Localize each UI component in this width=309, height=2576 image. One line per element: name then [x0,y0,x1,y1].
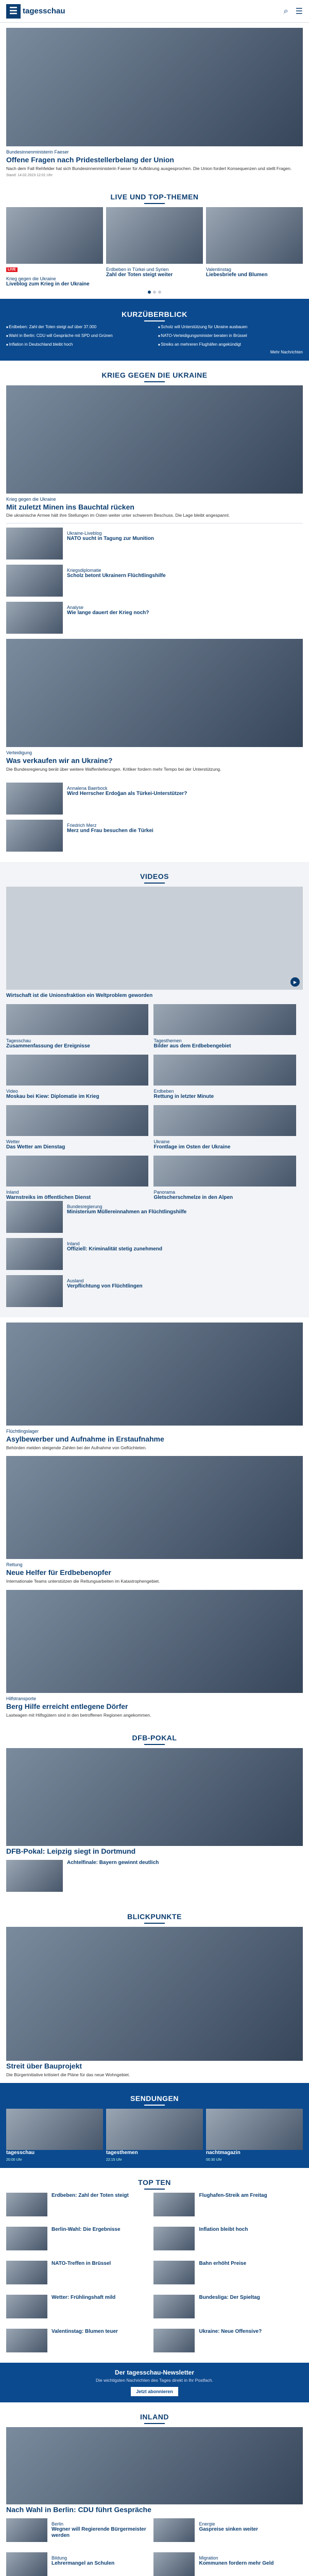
sendung-time: 00:30 Uhr [206,2158,222,2162]
list-thumb [6,1201,63,1233]
list-headline[interactable]: Lehrermangel an Schulen [52,2560,115,2566]
live-card-image [6,207,103,264]
list-topline: Migration [199,2555,218,2561]
story-topline: Flüchtlingslager [6,1429,39,1434]
list-item[interactable] [6,2552,148,2576]
list-thumb [6,2295,47,2318]
list-topline: Bundesregierung [67,1204,102,1210]
list-topline: Analyse [67,604,84,610]
list-headline[interactable]: Achtelfinale: Bayern gewinnt deutlich [67,1859,159,1866]
video-card[interactable] [6,1055,148,1100]
list-item[interactable] [153,2552,296,2576]
kurz-item[interactable]: ■ Inflation in Deutschland bleibt hoch [6,342,151,348]
sendungen-section [0,2083,309,2168]
topten-item[interactable] [6,2261,148,2284]
inland-lead-image [6,2427,303,2504]
list-thumb [6,2518,47,2542]
live-card[interactable] [6,207,103,287]
kurz-item[interactable]: ■ Streiks an mehreren Flughäfen angekündigt [158,342,303,348]
hero-text: Nach dem Fall Rehfelder hat sich Bundesinnenministerin Faeser für Aufklärung ausgesprochen. Die Union fordert Konsequenzen und stellt Fragen. [6,165,292,171]
video-card-headline[interactable]: Das Wetter am Dienstag [6,1144,65,1150]
list-headline[interactable]: Ministerium Müllereinnahmen an Flüchtlingshilfe [67,1209,187,1215]
story-image [6,1590,303,1693]
list-item[interactable] [6,1275,303,1307]
video-topline: Erdbeben [153,1089,174,1094]
live-section [0,182,309,299]
list-thumb [153,2261,195,2284]
dfb-image [6,1748,303,1846]
list-topline: Energie [199,2521,215,2527]
list-thumb [6,1860,63,1892]
list-headline[interactable]: Gaspreise sinken weiter [199,2526,258,2532]
list-thumb [6,1275,63,1307]
logo-mark: ☰ [6,4,21,19]
blickpunkte-title: BLICKPUNKTE [6,1907,303,1927]
story-headline[interactable]: Berg Hilfe erreicht entlegene Dörfer [6,1702,128,1710]
story-topline: Hilfstransporte [6,1696,37,1701]
logo-text: tagesschau [23,7,65,15]
topten-item[interactable] [153,2295,296,2318]
video-thumb [6,1156,148,1187]
topten-headline[interactable]: Bundesliga: Der Spieltag [199,2295,260,2301]
list-thumb [6,528,63,560]
topten-headline[interactable]: Erdbeben: Zahl der Toten steigt [52,2193,129,2199]
list-headline[interactable]: Offiziell: Kriminalität stetig zunehmend [67,1246,163,1252]
videos-section [0,862,309,1317]
ukraine-lead-text: Die ukrainische Armee hält ihre Stellungen im Osten weiter unter schwerem Beschuss. Die Lage bleibt angespannt. [6,513,230,518]
video-thumb [153,1105,296,1136]
live-card-topline: Valentinstag [206,267,231,273]
kurz-section [0,299,309,360]
list-item[interactable] [6,1201,303,1233]
list-thumb [153,2518,195,2542]
blickpunkte-image [6,1927,303,2061]
video-card-headline[interactable]: Rettung in letzter Minute [153,1094,214,1100]
sendung-thumb [206,2109,303,2150]
video-card-headline[interactable]: Moskau bei Kiew: Diplomatie im Krieg [6,1094,99,1100]
video-card[interactable] [6,1105,148,1150]
sendung-label[interactable]: nachtmagazin [206,2150,241,2156]
videos-title: VIDEOS [6,867,303,887]
list-topline: Ausland [67,1278,84,1284]
video-card[interactable] [6,1004,148,1049]
hero[interactable] [0,23,309,182]
ukraine-big-image [6,639,303,747]
list-headline[interactable]: Wegner will Regierende Bürgermeister werden [52,2526,146,2538]
list-thumb [153,2227,195,2250]
story-image [6,1456,303,1559]
sendung-time: 22:15 Uhr [106,2158,122,2162]
blickpunkte-text: Die Bürgerinitiative kritisiert die Pläne für das neue Wohngebiet. [6,2072,130,2077]
kurz-item[interactable]: ■ Erdbeben: Zahl der Toten steigt auf über 37.000 [6,325,151,330]
video-headline[interactable]: Wirtschaft ist die Unionsfraktion ein Weltproblem geworden [6,993,153,999]
story-topline: Rettung [6,1562,23,1568]
hero-headline[interactable]: Offene Fragen nach Pridestellerbelang der Union [6,156,174,164]
topten-headline[interactable]: NATO-Treffen in Brüssel [52,2261,111,2267]
list-thumb [6,565,63,597]
carousel-dots[interactable] [6,291,303,294]
header [0,0,309,23]
big-stories [0,1317,309,1723]
story-text: Lastwagen mit Hilfsgütern sind in den betroffenen Regionen angekommen. [6,1712,151,1718]
hero-topline: Bundesinnenministerin Faeser [6,149,69,155]
live-card-topline: Erdbeben in Türkei und Syrien [106,267,169,273]
list-item[interactable] [6,783,303,815]
list-thumb [6,2227,47,2250]
logo[interactable] [6,4,65,19]
list-headline[interactable]: Verpflichtung von Flüchtlingen [67,1283,143,1290]
sendung-thumb [106,2109,203,2150]
dfb-headline[interactable]: DFB-Pokal: Leipzig siegt in Dortmund [6,1846,136,1855]
video-card-headline[interactable]: Warnstreiks im öffentlichen Dienst [6,1195,91,1201]
hero-image [6,28,303,146]
kurz-more-link[interactable]: Mehr Nachrichten [270,349,303,354]
topten-headline[interactable]: Flughafen-Streik am Freitag [199,2193,267,2199]
ukraine-section [0,361,309,778]
ukraine-lead-image [6,385,303,494]
video-card-headline[interactable]: Frontlage im Osten der Ukraine [153,1144,231,1150]
list-item[interactable] [6,1860,303,1892]
video-thumb [153,1156,296,1187]
list-thumb [153,2552,195,2576]
list-thumb [153,2193,195,2216]
ukraine-title: KRIEG GEGEN DIE UKRAINE [6,366,303,385]
list-headline[interactable]: Kommunen fordern mehr Geld [199,2560,274,2566]
topten-headline[interactable]: Wetter: Frühlingshaft mild [52,2295,116,2301]
story-headline[interactable]: Neue Helfer für Erdbebenopfer [6,1568,111,1577]
live-card-image [106,207,203,264]
video-card[interactable] [153,1055,296,1100]
sendung-time: 20:00 Uhr [6,2158,22,2162]
newsletter-box [0,2363,309,2402]
sendung-card[interactable] [206,2109,303,2162]
kurz-item[interactable]: ■ Wahl in Berlin: CDU will Gespräche mit SPD und Grünen [6,333,151,339]
live-badge: LIVE [6,267,18,272]
live-card[interactable] [206,207,303,287]
ukraine-lead-headline[interactable]: Mit zuletzt Minen ins Bauchtal rücken [6,502,134,511]
list-thumb [6,820,63,852]
live-card-headline[interactable]: Liebesbriefe und Blumen [206,272,268,278]
video-thumb [6,1004,148,1035]
newsletter-button[interactable]: Jetzt abonnieren [131,2387,178,2396]
inland-lead-headline[interactable]: Nach Wahl in Berlin: CDU führt Gespräche [6,2505,151,2514]
topten-headline[interactable]: Bahn erhöht Preise [199,2261,247,2267]
list-item[interactable] [6,820,303,852]
video-topline: Tagesschau [6,1038,31,1044]
list-item[interactable] [153,2518,296,2542]
list-topline: Bildung [52,2555,67,2561]
video-card[interactable] [6,1156,148,1201]
topten-headline[interactable]: Valentinstag: Blumen teuer [52,2329,118,2335]
list-item[interactable] [6,528,303,560]
video-thumb [6,1105,148,1136]
hero-meta: Stand: 14.02.2023 12:01 Uhr [6,174,53,178]
menu-icon[interactable]: ☰ [295,7,303,16]
list-topline: Inland [67,1241,80,1247]
list-thumb [6,2329,47,2352]
live-card-image [206,207,303,264]
newsletter-text: Die wichtigsten Nachrichten des Tages direkt in Ihr Postfach. [95,2378,214,2383]
topten-item[interactable] [6,2295,148,2318]
video-player[interactable] [6,887,303,990]
politics-section [0,777,309,862]
list-thumb [6,2552,47,2576]
sendung-label[interactable]: tagesthemen [106,2150,138,2156]
kurz-title: KURZÜBERBLICK [6,305,303,325]
video-topline: Tagesthemen [153,1038,182,1044]
live-card-headline[interactable]: Zahl der Toten steigt weiter [106,272,173,278]
topten-item[interactable] [153,2193,296,2216]
live-card-topline: Krieg gegen die Ukraine [6,276,56,282]
list-topline: Friedrich Merz [67,823,97,828]
ukraine-lead-topline: Krieg gegen die Ukraine [6,496,56,502]
blickpunkte-section [0,1902,309,2083]
topten-headline[interactable]: Ukraine: Neue Offensive? [199,2329,262,2335]
list-headline[interactable]: Merz und Frau besuchen die Türkei [67,828,153,834]
list-headline[interactable]: Wird Herrscher Erdoğan als Türkei-Unterstützer? [67,791,187,797]
list-item[interactable] [6,565,303,597]
video-card-headline[interactable]: Bilder aus dem Erdbebengebiet [153,1043,231,1049]
list-topline: Annalena Baerbock [67,786,108,791]
live-title: LIVE UND TOP-THEMEN [6,188,303,207]
story-text: Behörden melden steigende Zahlen bei der Aufnahme von Geflüchteten. [6,1445,147,1450]
video-thumb [153,1004,296,1035]
kurz-item[interactable]: ■ NATO-Verteidigungsminister beraten in Brüssel [158,333,303,339]
video-thumb [153,1055,296,1086]
list-headline[interactable]: NATO sucht in Tagung zur Munition [67,535,154,541]
list-headline[interactable]: Scholz betont Ukrainern Flüchtlingshilfe [67,572,166,579]
ukraine-big-text: Die Bundesregierung berät über weitere Waffenlieferungen. Kritiker fordern mehr Tempo bei der Unterstützung. [6,766,221,772]
list-thumb [6,602,63,634]
dfb-title: DFB-POKAL [6,1728,303,1748]
video-topline: Inland [6,1190,19,1195]
topten-headline[interactable]: Berlin-Wahl: Die Ergebnisse [52,2227,121,2233]
video-card[interactable] [153,1105,296,1150]
dfb-section [0,1723,309,1902]
search-icon[interactable]: ⌕ [283,6,288,15]
blickpunkte-headline[interactable]: Streit über Bauprojekt [6,2061,82,2070]
ukraine-big-headline[interactable]: Was verkaufen wir an Ukraine? [6,756,113,765]
video-thumb [6,1055,148,1086]
video-card[interactable] [153,1004,296,1049]
topten-item[interactable] [153,2329,296,2352]
list-item[interactable] [6,602,303,634]
topten-item[interactable] [153,2227,296,2250]
list-item[interactable] [6,2518,148,2542]
list-thumb [153,2295,195,2318]
list-topline: Ukraine-Liveblog [67,530,102,536]
topten-headline[interactable]: Inflation bleibt hoch [199,2227,248,2233]
ukraine-big-topline: Verteidigung [6,750,32,755]
kurz-item[interactable]: ■ Scholz will Unterstützung für Ukraine ausbauen [158,325,303,330]
list-thumb [6,1238,63,1270]
topten-item[interactable] [6,2193,148,2216]
video-card[interactable] [153,1156,296,1201]
sendung-card[interactable] [106,2109,203,2162]
inland-section [0,2402,309,2576]
video-topline: Video [6,1089,18,1094]
sendungen-title: SENDUNGEN [6,2089,303,2109]
topten-title: TOP TEN [6,2173,303,2193]
story-image [6,1323,303,1426]
topten-item[interactable] [6,2227,148,2250]
list-thumb [153,2329,195,2352]
list-thumb [6,2261,47,2284]
list-item[interactable] [6,1238,303,1270]
story-headline[interactable]: Asylbewerber und Aufnahme in Erstaufnahme [6,1435,164,1444]
sendung-thumb [6,2109,103,2150]
story-text: Internationale Teams unterstützen die Rettungsarbeiten im Katastrophengebiet. [6,1579,160,1584]
live-card[interactable] [106,207,203,287]
video-card-headline[interactable]: Zusammenfassung der Ereignisse [6,1043,90,1049]
video-topline: Panorama [153,1190,175,1195]
topten-section [0,2168,309,2363]
list-topline: Kriegsdiplomatie [67,567,101,573]
newsletter-title: Der tagesschau-Newsletter [114,2369,195,2377]
sendung-label[interactable]: tagesschau [6,2150,35,2156]
list-thumb [6,2193,47,2216]
list-topline: Berlin [52,2521,64,2527]
sendung-card[interactable] [6,2109,103,2162]
video-topline: Wetter [6,1139,20,1145]
topten-item[interactable] [153,2261,296,2284]
topten-item[interactable] [6,2329,148,2352]
live-card-headline[interactable]: Liveblog zum Krieg in der Ukraine [6,281,90,287]
video-card-headline[interactable]: Gletscherschmelze in den Alpen [153,1195,233,1201]
list-thumb [6,783,63,815]
inland-title: INLAND [6,2408,303,2427]
play-icon[interactable]: ▶ [290,977,300,987]
video-topline: Ukraine [153,1139,170,1145]
list-headline[interactable]: Wie lange dauert der Krieg noch? [67,609,149,616]
